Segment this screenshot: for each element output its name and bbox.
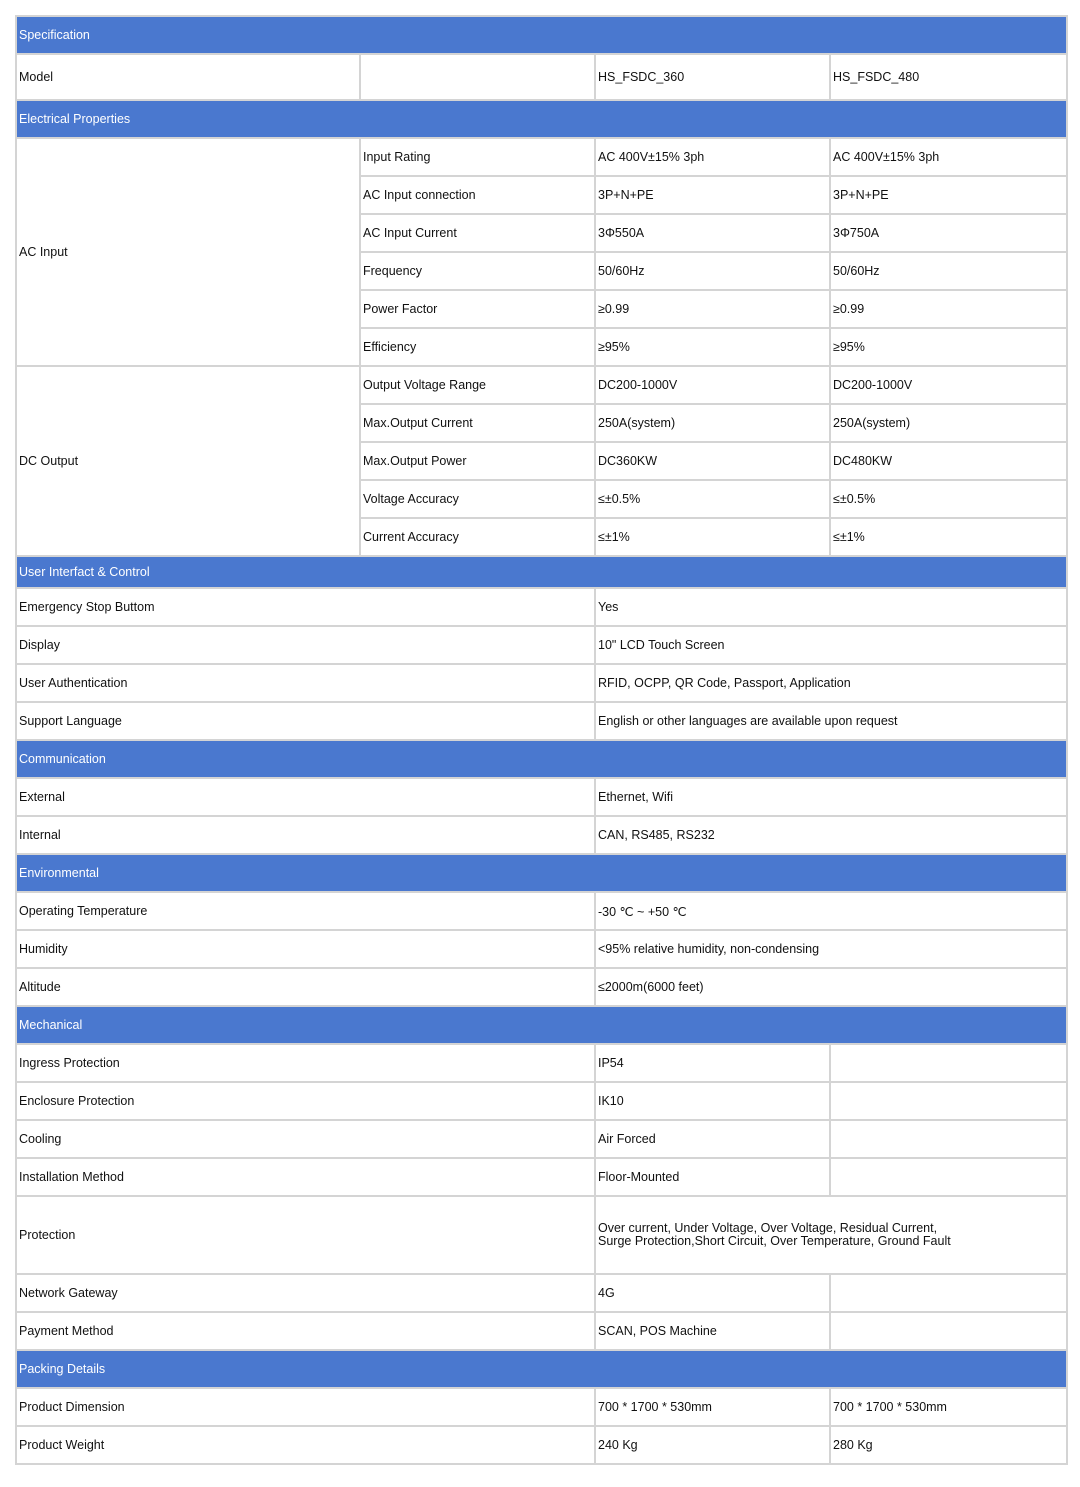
param-label: Max.Output Current	[360, 404, 595, 442]
value-a: 700 * 1700 * 530mm	[595, 1388, 830, 1426]
value-b: 50/60Hz	[830, 252, 1067, 290]
empty-cell	[830, 1158, 1067, 1196]
table-row	[16, 588, 1067, 626]
protection-line-1: Over current, Under Voltage, Over Voltage, Residual Current,	[598, 1221, 938, 1235]
table-row	[16, 1082, 1067, 1120]
value-a: AC 400V±15% 3ph	[595, 138, 830, 176]
row-label: Installation Method	[16, 1158, 595, 1196]
table-row	[16, 138, 1067, 176]
value-b: DC480KW	[830, 442, 1067, 480]
row-value: 10" LCD Touch Screen	[595, 626, 1067, 664]
param-label: Frequency	[360, 252, 595, 290]
empty-cell	[830, 1044, 1067, 1082]
value-a: 3Φ550A	[595, 214, 830, 252]
table-row	[16, 1196, 1067, 1274]
table-row	[16, 930, 1067, 968]
row-label: Altitude	[16, 968, 595, 1006]
empty-cell	[830, 1274, 1067, 1312]
row-value: IP54	[595, 1044, 830, 1082]
value-b: DC200-1000V	[830, 366, 1067, 404]
group-label-ac-input: AC Input	[16, 138, 360, 366]
group-label-dc-output: DC Output	[16, 366, 360, 556]
value-b: AC 400V±15% 3ph	[830, 138, 1067, 176]
row-value: Air Forced	[595, 1120, 830, 1158]
row-label: Enclosure Protection	[16, 1082, 595, 1120]
table-row	[16, 366, 1067, 404]
section-header-electrical	[16, 100, 1067, 138]
table-row-model	[16, 54, 1067, 100]
section-header-mechanical	[16, 1006, 1067, 1044]
row-label: Operating Temperature	[16, 892, 595, 930]
table-row	[16, 816, 1067, 854]
section-title: User Interfact & Control	[16, 556, 1067, 588]
value-a: ≤±0.5%	[595, 480, 830, 518]
param-label: Efficiency	[360, 328, 595, 366]
row-label: Cooling	[16, 1120, 595, 1158]
table-row	[16, 778, 1067, 816]
empty-cell	[830, 1120, 1067, 1158]
table-row	[16, 968, 1067, 1006]
section-title: Mechanical	[16, 1006, 1067, 1044]
param-label: AC Input connection	[360, 176, 595, 214]
value-a: ≥95%	[595, 328, 830, 366]
section-header-specification	[16, 16, 1067, 54]
row-label: Protection	[16, 1196, 595, 1274]
value-a: DC360KW	[595, 442, 830, 480]
row-label: Product Weight	[16, 1426, 595, 1464]
row-label: Support Language	[16, 702, 595, 740]
row-label: Payment Method	[16, 1312, 595, 1350]
table-row	[16, 1120, 1067, 1158]
value-a: 50/60Hz	[595, 252, 830, 290]
section-header-packing	[16, 1350, 1067, 1388]
value-b: 700 * 1700 * 530mm	[830, 1388, 1067, 1426]
section-title: Electrical Properties	[16, 100, 1067, 138]
section-title: Communication	[16, 740, 1067, 778]
section-header-communication	[16, 740, 1067, 778]
table-row	[16, 702, 1067, 740]
row-value: Yes	[595, 588, 1067, 626]
row-value: IK10	[595, 1082, 830, 1120]
model-a-cell: HS_FSDC_360	[595, 54, 830, 100]
section-title: Environmental	[16, 854, 1067, 892]
table-row	[16, 1274, 1067, 1312]
value-b: 3Φ750A	[830, 214, 1067, 252]
param-label: Input Rating	[360, 138, 595, 176]
row-label: External	[16, 778, 595, 816]
value-b: ≥0.99	[830, 290, 1067, 328]
section-header-ui-control	[16, 556, 1067, 588]
param-label: AC Input Current	[360, 214, 595, 252]
empty-cell	[830, 1082, 1067, 1120]
table-row	[16, 1312, 1067, 1350]
param-label: Current Accuracy	[360, 518, 595, 556]
row-label: Humidity	[16, 930, 595, 968]
protection-line-2: Surge Protection,Short Circuit, Over Temperature, Ground Fault	[598, 1234, 951, 1248]
row-value-protection	[595, 1196, 1067, 1274]
section-title: Packing Details	[16, 1350, 1067, 1388]
specification-table	[15, 15, 1068, 1465]
row-value: Ethernet, Wifi	[595, 778, 1067, 816]
value-a: ≥0.99	[595, 290, 830, 328]
table-row	[16, 892, 1067, 930]
table-row	[16, 1388, 1067, 1426]
value-b: ≥95%	[830, 328, 1067, 366]
value-a: 3P+N+PE	[595, 176, 830, 214]
table-row	[16, 626, 1067, 664]
value-a: 250A(system)	[595, 404, 830, 442]
value-a: ≤±1%	[595, 518, 830, 556]
row-label: Display	[16, 626, 595, 664]
row-value: -30 ℃ ~ +50 ℃	[595, 892, 1067, 930]
row-value: <95% relative humidity, non-condensing	[595, 930, 1067, 968]
row-label: Model	[16, 54, 360, 100]
table-row	[16, 1158, 1067, 1196]
empty-cell	[360, 54, 595, 100]
section-header-environmental	[16, 854, 1067, 892]
section-title: Specification	[16, 16, 1067, 54]
model-b-cell: HS_FSDC_480	[830, 54, 1067, 100]
row-value: Floor-Mounted	[595, 1158, 830, 1196]
row-label: Ingress Protection	[16, 1044, 595, 1082]
value-b: 280 Kg	[830, 1426, 1067, 1464]
row-label: Product Dimension	[16, 1388, 595, 1426]
param-label: Voltage Accuracy	[360, 480, 595, 518]
row-label: Network Gateway	[16, 1274, 595, 1312]
table-row	[16, 1044, 1067, 1082]
value-b: ≤±1%	[830, 518, 1067, 556]
param-label: Power Factor	[360, 290, 595, 328]
value-a: 240 Kg	[595, 1426, 830, 1464]
row-value: RFID, OCPP, QR Code, Passport, Application	[595, 664, 1067, 702]
row-value: ≤2000m(6000 feet)	[595, 968, 1067, 1006]
empty-cell	[830, 1312, 1067, 1350]
value-b: ≤±0.5%	[830, 480, 1067, 518]
param-label: Max.Output Power	[360, 442, 595, 480]
table-row	[16, 1426, 1067, 1464]
value-b: 3P+N+PE	[830, 176, 1067, 214]
row-value: SCAN, POS Machine	[595, 1312, 830, 1350]
row-label: Internal	[16, 816, 595, 854]
row-value: 4G	[595, 1274, 830, 1312]
param-label: Output Voltage Range	[360, 366, 595, 404]
row-label: Emergency Stop Buttom	[16, 588, 595, 626]
value-b: 250A(system)	[830, 404, 1067, 442]
row-value: CAN, RS485, RS232	[595, 816, 1067, 854]
value-a: DC200-1000V	[595, 366, 830, 404]
row-value: English or other languages are available upon request	[595, 702, 1067, 740]
table-row	[16, 664, 1067, 702]
row-label: User Authentication	[16, 664, 595, 702]
